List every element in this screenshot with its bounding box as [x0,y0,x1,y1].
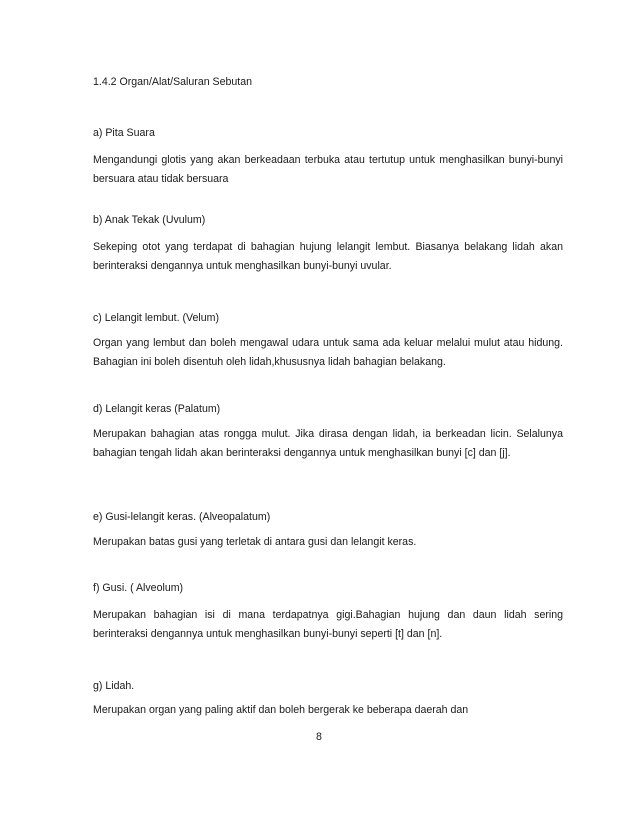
item-body-lelangit-lembut: Organ yang lembut dan boleh mengawal udara untuk sama ada keluar melalui mulut atau hidung. Bahagian ini boleh disentuh oleh lidah,khususnya lidah bahagian belakang. [93,337,563,368]
item-body-lidah: Merupakan organ yang paling aktif dan boleh bergerak ke beberapa daerah dan [93,704,469,716]
item-body-anak-tekak: Sekeping otot yang terdapat di bahagian hujung lelangit lembut. Biasanya belakang lidah akan berinteraksi dengannya untuk menghasilkan bunyi-bunyi uvular. [93,241,563,272]
item-title-lelangit-keras: d) Lelangit keras (Palatum) [93,403,221,415]
item-title-lelangit-lembut: c) Lelangit lembut. (Velum) [93,312,220,324]
item-body-gusi-lelangit-keras: Merupakan batas gusi yang terletak di antara gusi dan lelangit keras. [93,536,417,548]
item-title-pita-suara: a) Pita Suara [93,127,155,139]
item-title-gusi-lelangit-keras: e) Gusi-lelangit keras. (Alveopalatum) [93,511,271,523]
item-title-gusi: f) Gusi. ( Alveolum) [93,582,184,594]
item-body-gusi: Merupakan bahagian isi di mana terdapatnya gigi.Bahagian hujung dan daun lidah sering berinteraksi dengannya untuk menghasilkan bunyi-bunyi seperti [t] dan [n]. [93,609,563,640]
section-heading: 1.4.2 Organ/Alat/Saluran Sebutan [93,76,253,88]
item-body-lelangit-keras: Merupakan bahagian atas rongga mulut. Jika dirasa dengan lidah, ia berkeadan licin. Selalunya bahagian tengah lidah akan berinteraksi dengannya untuk menghasilkan bunyi [c] dan [j]. [93,428,563,459]
item-title-anak-tekak: b) Anak Tekak (Uvulum) [93,214,206,226]
page-number: 8 [316,731,322,743]
item-body-pita-suara: Mengandungi glotis yang akan berkeadaan terbuka atau tertutup untuk menghasilkan bunyi-bunyi bersuara atau tidak bersuara [93,154,563,185]
item-title-lidah: g) Lidah. [93,680,135,692]
